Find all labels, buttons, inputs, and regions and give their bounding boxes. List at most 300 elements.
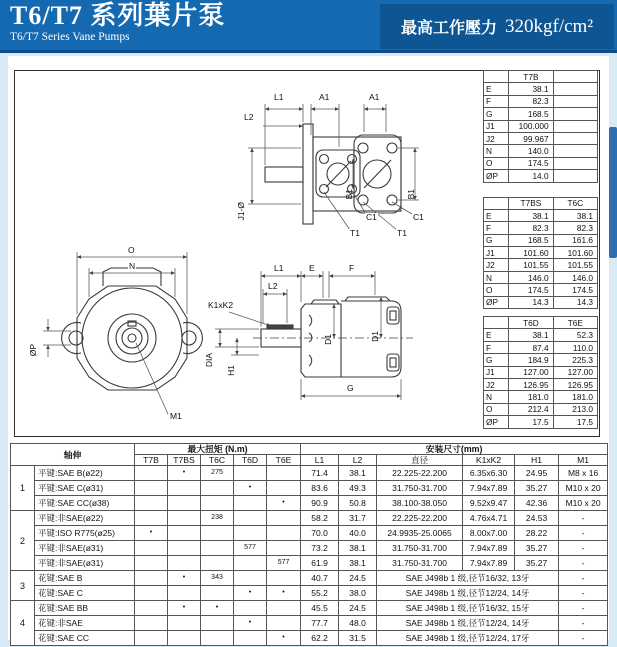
dim-value: 87.4 (509, 341, 553, 353)
dim-value (553, 157, 597, 169)
dim-value: 110.0 (553, 341, 597, 353)
model-mark (234, 496, 267, 511)
model-mark: • (234, 586, 267, 601)
dim-k1k2: 7.94x7.89 (463, 556, 515, 571)
table-row (484, 391, 598, 403)
model-mark (234, 466, 267, 481)
dim-value: 213.0 (553, 403, 597, 415)
model-mark: • (267, 631, 301, 646)
table-row (484, 259, 598, 271)
dim-key: J1 (484, 120, 509, 132)
dim-value: 126.95 (553, 378, 597, 390)
dim-dia: 24.9935-25.0065 (377, 526, 463, 541)
model-mark (168, 496, 201, 511)
dim-label-a1: A1 (319, 92, 330, 102)
model-mark (267, 511, 301, 526)
model-mark (135, 511, 168, 526)
model-col-header: T6E (267, 455, 301, 466)
model-header: T6E (553, 317, 597, 329)
dim-k1k2: 7.94x7.89 (463, 541, 515, 556)
model-mark (168, 526, 201, 541)
dim-key: E (484, 329, 509, 341)
table-row (11, 586, 608, 601)
model-mark (135, 616, 168, 631)
model-mark (168, 541, 201, 556)
dim-dia: 22.225-22.200 (377, 466, 463, 481)
model-mark (135, 631, 168, 646)
side-tab (609, 127, 617, 258)
dim-label-n: N (129, 261, 136, 271)
model-mark (168, 616, 201, 631)
model-mark (234, 601, 267, 616)
table-row (484, 132, 598, 144)
dim-value: 146.0 (553, 271, 597, 283)
dim-k1k2: 4.76x4.71 (463, 511, 515, 526)
model-mark (267, 601, 301, 616)
dim-value: 184.9 (509, 354, 553, 366)
dim-l1: 62.2 (301, 631, 339, 646)
dim-l1: 61.9 (301, 556, 339, 571)
model-mark (168, 511, 201, 526)
model-header (553, 71, 597, 83)
model-mark: 577 (234, 541, 267, 556)
dim-value: 101.60 (509, 247, 553, 259)
model-mark (267, 571, 301, 586)
shaft-type: 花键:SAE B (35, 571, 135, 586)
dim-key: J2 (484, 132, 509, 144)
model-col-header: T6C (201, 455, 234, 466)
dim-key: ØP (484, 170, 509, 182)
model-mark: • (234, 481, 267, 496)
dim-label-d1: D1 (370, 331, 380, 342)
dim-value: 14.3 (553, 296, 597, 308)
table-row (11, 496, 608, 511)
dim-value: 101.60 (553, 247, 597, 259)
model-mark (135, 481, 168, 496)
dim-key: J2 (484, 378, 509, 390)
dim-label-j1: J1-Ø (236, 202, 246, 221)
dim-value (553, 132, 597, 144)
dim-dia: 38.100-38.050 (377, 496, 463, 511)
corner-cell (484, 71, 509, 83)
dim-m1: - (559, 586, 608, 601)
model-mark (201, 616, 234, 631)
dim-l1: 40.7 (301, 571, 339, 586)
dim-value: 82.3 (509, 222, 553, 234)
dim-table-header (484, 197, 598, 209)
table-row (484, 145, 598, 157)
dim-key: ØP (484, 416, 509, 428)
model-mark (135, 496, 168, 511)
group-number: 3 (11, 571, 35, 601)
dim-l2: 38.0 (339, 586, 377, 601)
dim-value: 52.3 (553, 329, 597, 341)
dim-label-m1: M1 (170, 411, 182, 421)
dim-value: 17.5 (509, 416, 553, 428)
dim-m1: - (559, 631, 608, 646)
dim-k1k2: 8.00x7.00 (463, 526, 515, 541)
model-mark (168, 556, 201, 571)
dim-key: E (484, 83, 509, 95)
dim-value: 14.3 (509, 296, 553, 308)
model-mark (267, 481, 301, 496)
dim-label-f: F (349, 263, 355, 273)
dim-l2: 48.0 (339, 616, 377, 631)
dimension-tables (483, 70, 600, 429)
dim-key: O (484, 403, 509, 415)
model-header: T7BS (509, 197, 553, 209)
dim-value: 140.0 (509, 145, 553, 157)
model-mark (234, 511, 267, 526)
table-row (11, 526, 608, 541)
dimension-table-t7b (483, 70, 598, 183)
dim-m1: - (559, 511, 608, 526)
dim-value: 99.967 (509, 132, 553, 144)
dim-key: N (484, 271, 509, 283)
dim-l1: 58.2 (301, 511, 339, 526)
table-row (484, 284, 598, 296)
dim-value: 38.1 (509, 209, 553, 221)
table-row (484, 329, 598, 341)
model-mark (234, 571, 267, 586)
model-mark: 343 (201, 571, 234, 586)
model-mark: • (267, 586, 301, 601)
model-header: T6C (553, 197, 597, 209)
spline-spec: SAE J498b 1 级,径节12/24, 14牙 (377, 616, 559, 631)
model-mark (201, 526, 234, 541)
shaft-type: 花键:SAE CC (35, 631, 135, 646)
model-mark: 577 (267, 556, 301, 571)
pressure-value: 320kgf/cm² (505, 15, 594, 37)
dim-m1: - (559, 601, 608, 616)
table-row (484, 378, 598, 390)
model-mark: • (201, 601, 234, 616)
group-number: 1 (11, 466, 35, 511)
dim-m1: M10 x 20 (559, 481, 608, 496)
dim-l1: 73.2 (301, 541, 339, 556)
dim-k1k2: 9.52x9.47 (463, 496, 515, 511)
dim-label-dia: DIA (204, 353, 214, 368)
dim-value (553, 108, 597, 120)
dim-value: 14.0 (509, 170, 553, 182)
dim-key: G (484, 234, 509, 246)
dim-value: 174.5 (553, 284, 597, 296)
torque-header: 最大扭矩 (N.m) (135, 444, 301, 455)
model-mark (201, 496, 234, 511)
dim-key: N (484, 391, 509, 403)
group-number: 4 (11, 601, 35, 646)
model-mark (135, 571, 168, 586)
dim-m1: - (559, 616, 608, 631)
dim-m1: M8 x 16 (559, 466, 608, 481)
table-row (11, 556, 608, 571)
model-mark (168, 586, 201, 601)
model-mark: • (168, 466, 201, 481)
dim-l2: 38.1 (339, 556, 377, 571)
table-row (484, 95, 598, 107)
front-view (62, 268, 203, 390)
dim-label-h1: H1 (226, 365, 236, 376)
drawing-box (14, 70, 600, 437)
dim-value: 82.3 (509, 95, 553, 107)
model-mark (135, 466, 168, 481)
dimension-table-t7bs (483, 197, 598, 310)
dim-table-header (484, 317, 598, 329)
model-mark (201, 556, 234, 571)
table-row (484, 234, 598, 246)
spec-table (10, 443, 608, 646)
corner-cell (484, 317, 509, 329)
dim-label-l1: L1 (274, 263, 284, 273)
dim-col-header: H1 (515, 455, 559, 466)
dim-l2: 24.5 (339, 571, 377, 586)
dim-dia: 22.225-22.200 (377, 511, 463, 526)
dim-label-p: ØP (28, 344, 38, 357)
dim-h1: 24.95 (515, 466, 559, 481)
dim-m1: - (559, 556, 608, 571)
model-mark (201, 631, 234, 646)
dim-label-c1: C1 (413, 212, 424, 222)
dim-value: 168.5 (509, 108, 553, 120)
top-view (265, 124, 401, 224)
table-row (484, 83, 598, 95)
dim-l1: 45.5 (301, 601, 339, 616)
model-mark (201, 586, 234, 601)
dim-value: 174.5 (509, 284, 553, 296)
dim-key: F (484, 95, 509, 107)
dim-value: 174.5 (509, 157, 553, 169)
spec-header-row-1 (11, 444, 608, 455)
model-mark (135, 541, 168, 556)
dim-l1: 77.7 (301, 616, 339, 631)
shaft-type: 花键:SAE C (35, 586, 135, 601)
dim-key: ØP (484, 296, 509, 308)
model-mark: • (168, 601, 201, 616)
dim-label-o: O (128, 245, 135, 255)
dim-h1: 42.36 (515, 496, 559, 511)
dim-value: 181.0 (553, 391, 597, 403)
dim-key: G (484, 354, 509, 366)
dim-m1: - (559, 541, 608, 556)
table-row (11, 616, 608, 631)
model-mark (234, 631, 267, 646)
dim-table-header (484, 71, 598, 83)
table-row (11, 511, 608, 526)
shaft-type: 平键:非SAE(ø22) (35, 511, 135, 526)
mount-header: 安装尺寸(mm) (301, 444, 608, 455)
dim-value: 126.95 (509, 378, 553, 390)
dim-label-l2: L2 (268, 281, 278, 291)
shaft-type: 花键:非SAE (35, 616, 135, 631)
model-mark: • (135, 526, 168, 541)
dim-key: E (484, 209, 509, 221)
page-title: T6/T7 系列葉片泵 (10, 1, 226, 30)
dim-l1: 71.4 (301, 466, 339, 481)
dim-value: 82.3 (553, 222, 597, 234)
table-row (484, 296, 598, 308)
dim-label-l2: L2 (244, 112, 254, 122)
dim-label-b1: B1 (406, 189, 416, 200)
table-row (484, 157, 598, 169)
dim-value: 212.4 (509, 403, 553, 415)
dim-key: J1 (484, 247, 509, 259)
table-row (484, 366, 598, 378)
dim-l2: 24.5 (339, 601, 377, 616)
dim-dia: 31.750-31.700 (377, 556, 463, 571)
dim-h1: 35.27 (515, 481, 559, 496)
table-row (484, 403, 598, 415)
model-mark: 275 (201, 466, 234, 481)
table-row (484, 271, 598, 283)
dim-l2: 31.5 (339, 631, 377, 646)
shaft-type: 平键:ISO R775(ø25) (35, 526, 135, 541)
dim-key: F (484, 222, 509, 234)
dim-value (553, 145, 597, 157)
dim-l1: 83.6 (301, 481, 339, 496)
dim-key: G (484, 108, 509, 120)
model-mark: • (168, 571, 201, 586)
dim-label-e: E (309, 263, 315, 273)
model-mark (267, 466, 301, 481)
model-col-header: T7BS (168, 455, 201, 466)
model-col-header: T6D (234, 455, 267, 466)
dim-m1: - (559, 571, 608, 586)
dim-h1: 24.53 (515, 511, 559, 526)
dim-label-t1: T1 (397, 228, 407, 238)
model-mark (168, 481, 201, 496)
dim-dia: 31.750-31.700 (377, 481, 463, 496)
table-row (11, 466, 608, 481)
dim-label-k1xk2: K1xK2 (208, 300, 234, 310)
dim-value: 168.5 (509, 234, 553, 246)
dim-col-header: L1 (301, 455, 339, 466)
corner-cell (484, 197, 509, 209)
spline-spec: SAE J498b 1 级,径节12/24, 17牙 (377, 631, 559, 646)
table-row (484, 354, 598, 366)
dim-l2: 49.3 (339, 481, 377, 496)
table-row (484, 120, 598, 132)
dim-l1: 90.9 (301, 496, 339, 511)
dim-key: F (484, 341, 509, 353)
dim-label-t1: T1 (350, 228, 360, 238)
dim-key: O (484, 157, 509, 169)
table-row (11, 571, 608, 586)
table-row (484, 341, 598, 353)
dim-col-header: L2 (339, 455, 377, 466)
dim-l2: 38.1 (339, 466, 377, 481)
dim-h1: 28.22 (515, 526, 559, 541)
dim-key: N (484, 145, 509, 157)
dim-label-b1: B1 (344, 189, 354, 200)
dim-key: O (484, 284, 509, 296)
table-row (484, 222, 598, 234)
dim-l1: 70.0 (301, 526, 339, 541)
dim-dia: 31.750-31.700 (377, 541, 463, 556)
shaft-type: 花键:SAE BB (35, 601, 135, 616)
model-mark: • (267, 496, 301, 511)
model-mark: 238 (201, 511, 234, 526)
spline-spec: SAE J498b 1 级,径节12/24, 14牙 (377, 586, 559, 601)
dimension-table-t6d (483, 316, 598, 429)
table-row (11, 481, 608, 496)
dim-value: 146.0 (509, 271, 553, 283)
dim-l2: 40.0 (339, 526, 377, 541)
table-row (11, 541, 608, 556)
model-mark (135, 556, 168, 571)
dim-h1: 35.27 (515, 541, 559, 556)
table-row (11, 631, 608, 646)
dim-value: 225.3 (553, 354, 597, 366)
model-header: T7B (509, 71, 553, 83)
model-mark (135, 586, 168, 601)
dim-value (553, 95, 597, 107)
table-row (11, 601, 608, 616)
dim-value: 100.000 (509, 120, 553, 132)
table-row (484, 170, 598, 182)
dim-l2: 50.8 (339, 496, 377, 511)
dim-key: J2 (484, 259, 509, 271)
table-row (484, 247, 598, 259)
dim-label-a1: A1 (369, 92, 380, 102)
spline-spec: SAE J498b 1 级,径节16/32, 15牙 (377, 601, 559, 616)
dim-label-c1: C1 (366, 212, 377, 222)
dim-value (553, 170, 597, 182)
model-mark (267, 541, 301, 556)
model-col-header: T7B (135, 455, 168, 466)
dim-value: 101.55 (509, 259, 553, 271)
model-mark: • (234, 616, 267, 631)
page-subtitle: T6/T7 Series Vane Pumps (10, 31, 130, 43)
dim-key: J1 (484, 366, 509, 378)
model-mark (234, 526, 267, 541)
dim-value: 17.5 (553, 416, 597, 428)
dim-l2: 38.1 (339, 541, 377, 556)
dim-value: 127.00 (509, 366, 553, 378)
dim-value (553, 83, 597, 95)
dim-label-l1: L1 (274, 92, 284, 102)
pressure-label: 最高工作壓力 (400, 20, 497, 37)
model-header: T6D (509, 317, 553, 329)
title-block (10, 1, 225, 44)
table-row (484, 416, 598, 428)
shaft-type: 平键:SAE C(ø31) (35, 481, 135, 496)
dim-col-header: 直径 (377, 455, 463, 466)
dim-l1: 55.2 (301, 586, 339, 601)
model-mark (168, 631, 201, 646)
dim-h1: 35.27 (515, 556, 559, 571)
dim-k1k2: 6.35x6.30 (463, 466, 515, 481)
dim-value (553, 120, 597, 132)
dim-value: 127.00 (553, 366, 597, 378)
model-mark (267, 526, 301, 541)
model-mark (267, 616, 301, 631)
dim-col-header: M1 (559, 455, 608, 466)
dim-m1: - (559, 526, 608, 541)
shaft-type: 平键:SAE CC(ø38) (35, 496, 135, 511)
dim-l2: 31.7 (339, 511, 377, 526)
table-row (484, 209, 598, 221)
spline-spec: SAE J498b 1 级,径节16/32, 13牙 (377, 571, 559, 586)
model-mark (201, 541, 234, 556)
shaft-header: 轴伸 (11, 444, 135, 466)
dim-value: 38.1 (509, 329, 553, 341)
model-mark (135, 601, 168, 616)
dim-k1k2: 7.94x7.89 (463, 481, 515, 496)
model-mark (234, 556, 267, 571)
pressure-badge (380, 4, 614, 49)
dim-value: 38.1 (509, 83, 553, 95)
dim-col-header: K1xK2 (463, 455, 515, 466)
